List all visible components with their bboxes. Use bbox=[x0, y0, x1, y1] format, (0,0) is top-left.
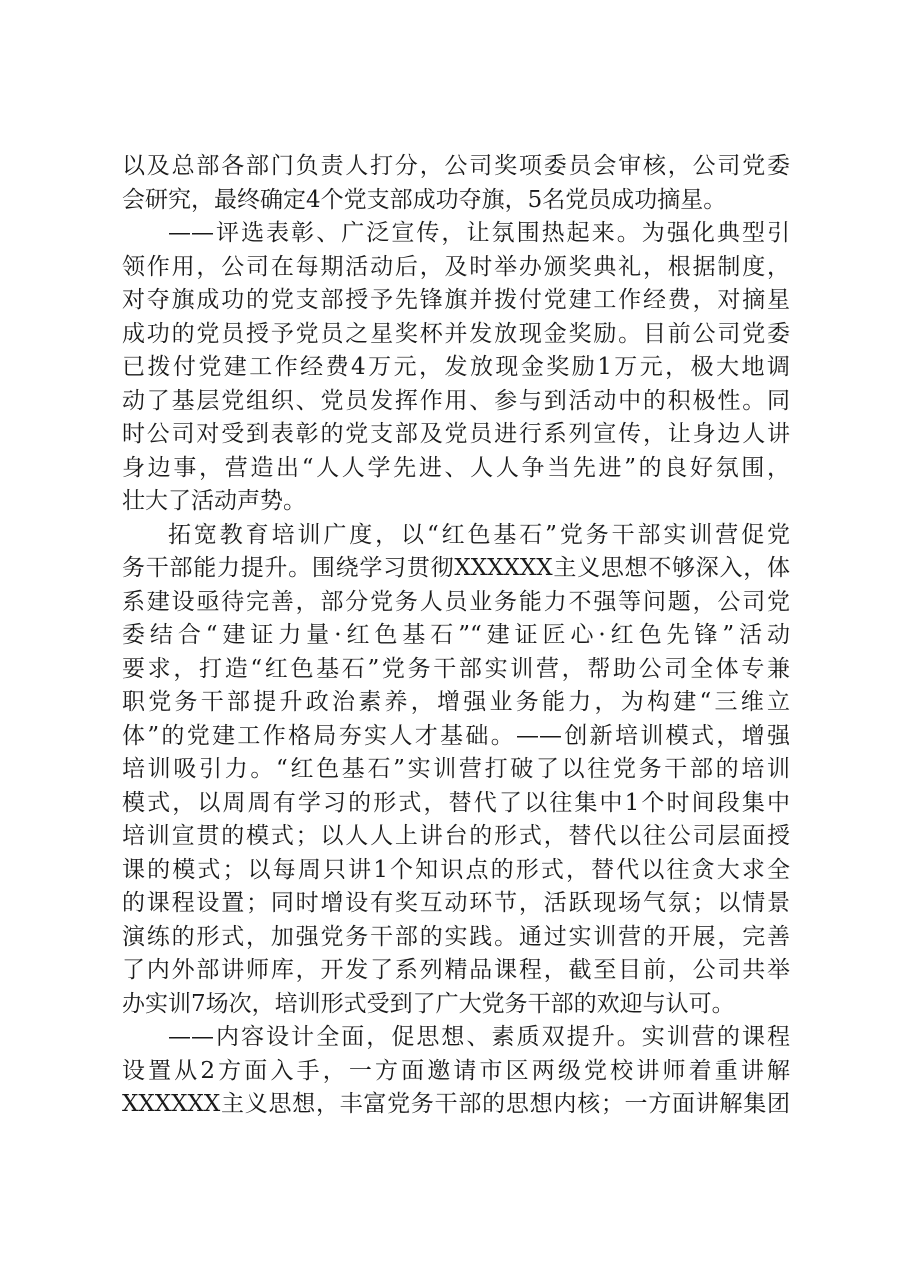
text-line: 成功的党员授予党员之星奖杯并发放现金奖励。目前公司党委 bbox=[122, 320, 790, 347]
text-line: 对夺旗成功的党支部授予先锋旗并拨付党建工作经费，对摘星 bbox=[122, 287, 790, 313]
text-line: 领作用，公司在每期活动后，及时举办颁奖典礼，根据制度， bbox=[122, 253, 790, 280]
text-line: 系建设亟待完善，部分党务人员业务能力不强等问题，公司党 bbox=[122, 588, 790, 615]
text-line: ——评选表彰、广泛宣传，让氛围热起来。为强化典型引 bbox=[168, 220, 790, 246]
text-line: ——内容设计全面，促思想、素质双提升。实训营的课程 bbox=[168, 1024, 790, 1050]
text-line: 时公司对受到表彰的党支部及党员进行系列宣传，让身边人讲 bbox=[122, 421, 790, 447]
text-line: 拓宽教育培训广度，以“红色基石”党务干部实训营促党 bbox=[168, 521, 790, 548]
text-line: 职党务干部提升政治素养，增强业务能力，为构建“三维立 bbox=[122, 689, 790, 715]
text-line: 模式，以周周有学习的形式，替代了以往集中1个时间段集中 bbox=[122, 789, 790, 816]
text-line: 委结合“建证力量·红色基石”“建证匠心·红色先锋”活动 bbox=[122, 622, 790, 648]
text-line: 壮大了活动声势。 bbox=[122, 488, 306, 514]
text-line: 设置从2方面入手，一方面邀请市区两级党校讲师着重讲解 bbox=[122, 1057, 790, 1084]
text-line: 办实训7场次，培训形式受到了广大党务干部的欢迎与认可。 bbox=[122, 990, 735, 1017]
text-line: 会研究，最终确定4个党支部成功夺旗，5名党员成功摘星。 bbox=[122, 186, 727, 213]
text-line: 身边事，营造出“人人学先进、人人争当先进”的良好氛围， bbox=[122, 454, 790, 481]
text-line: 以及总部各部门负责人打分，公司奖项委员会审核，公司党委 bbox=[122, 153, 790, 179]
text-line: 培训吸引力。“红色基石”实训营打破了以往党务干部的培训 bbox=[122, 756, 790, 782]
text-line: 务干部能力提升。围绕学习贯彻XXXXXX主义思想不够深入，体 bbox=[122, 555, 790, 581]
text-line: 课的模式；以每周只讲1个知识点的形式，替代以往贪大求全 bbox=[122, 856, 790, 883]
text-line: 培训宣贯的模式；以人人上讲台的形式，替代以往公司层面授 bbox=[122, 823, 790, 849]
text-line: XXXXXX主义思想，丰富党务干部的思想内核；一方面讲解集团 bbox=[122, 1091, 790, 1117]
text-line: 了内外部讲师库，开发了系列精品课程，截至目前，公司共举 bbox=[122, 957, 790, 983]
document-body bbox=[122, 150, 790, 1122]
text-line: 要求，打造“红色基石”党务干部实训营，帮助公司全体专兼 bbox=[122, 655, 790, 682]
text-line: 演练的形式，加强党务干部的实践。通过实训营的开展，完善 bbox=[122, 923, 790, 950]
text-line: 的课程设置；同时增设有奖互动环节，活跃现场气氛；以情景 bbox=[122, 890, 790, 916]
text-line: 体”的党建工作格局夯实人才基础。——创新培训模式，增强 bbox=[122, 722, 790, 749]
text-line: 已拨付党建工作经费4万元，发放现金奖励1万元，极大地调 bbox=[122, 354, 790, 380]
text-line: 动了基层党组织、党员发挥作用、参与到活动中的积极性。同 bbox=[122, 387, 790, 414]
